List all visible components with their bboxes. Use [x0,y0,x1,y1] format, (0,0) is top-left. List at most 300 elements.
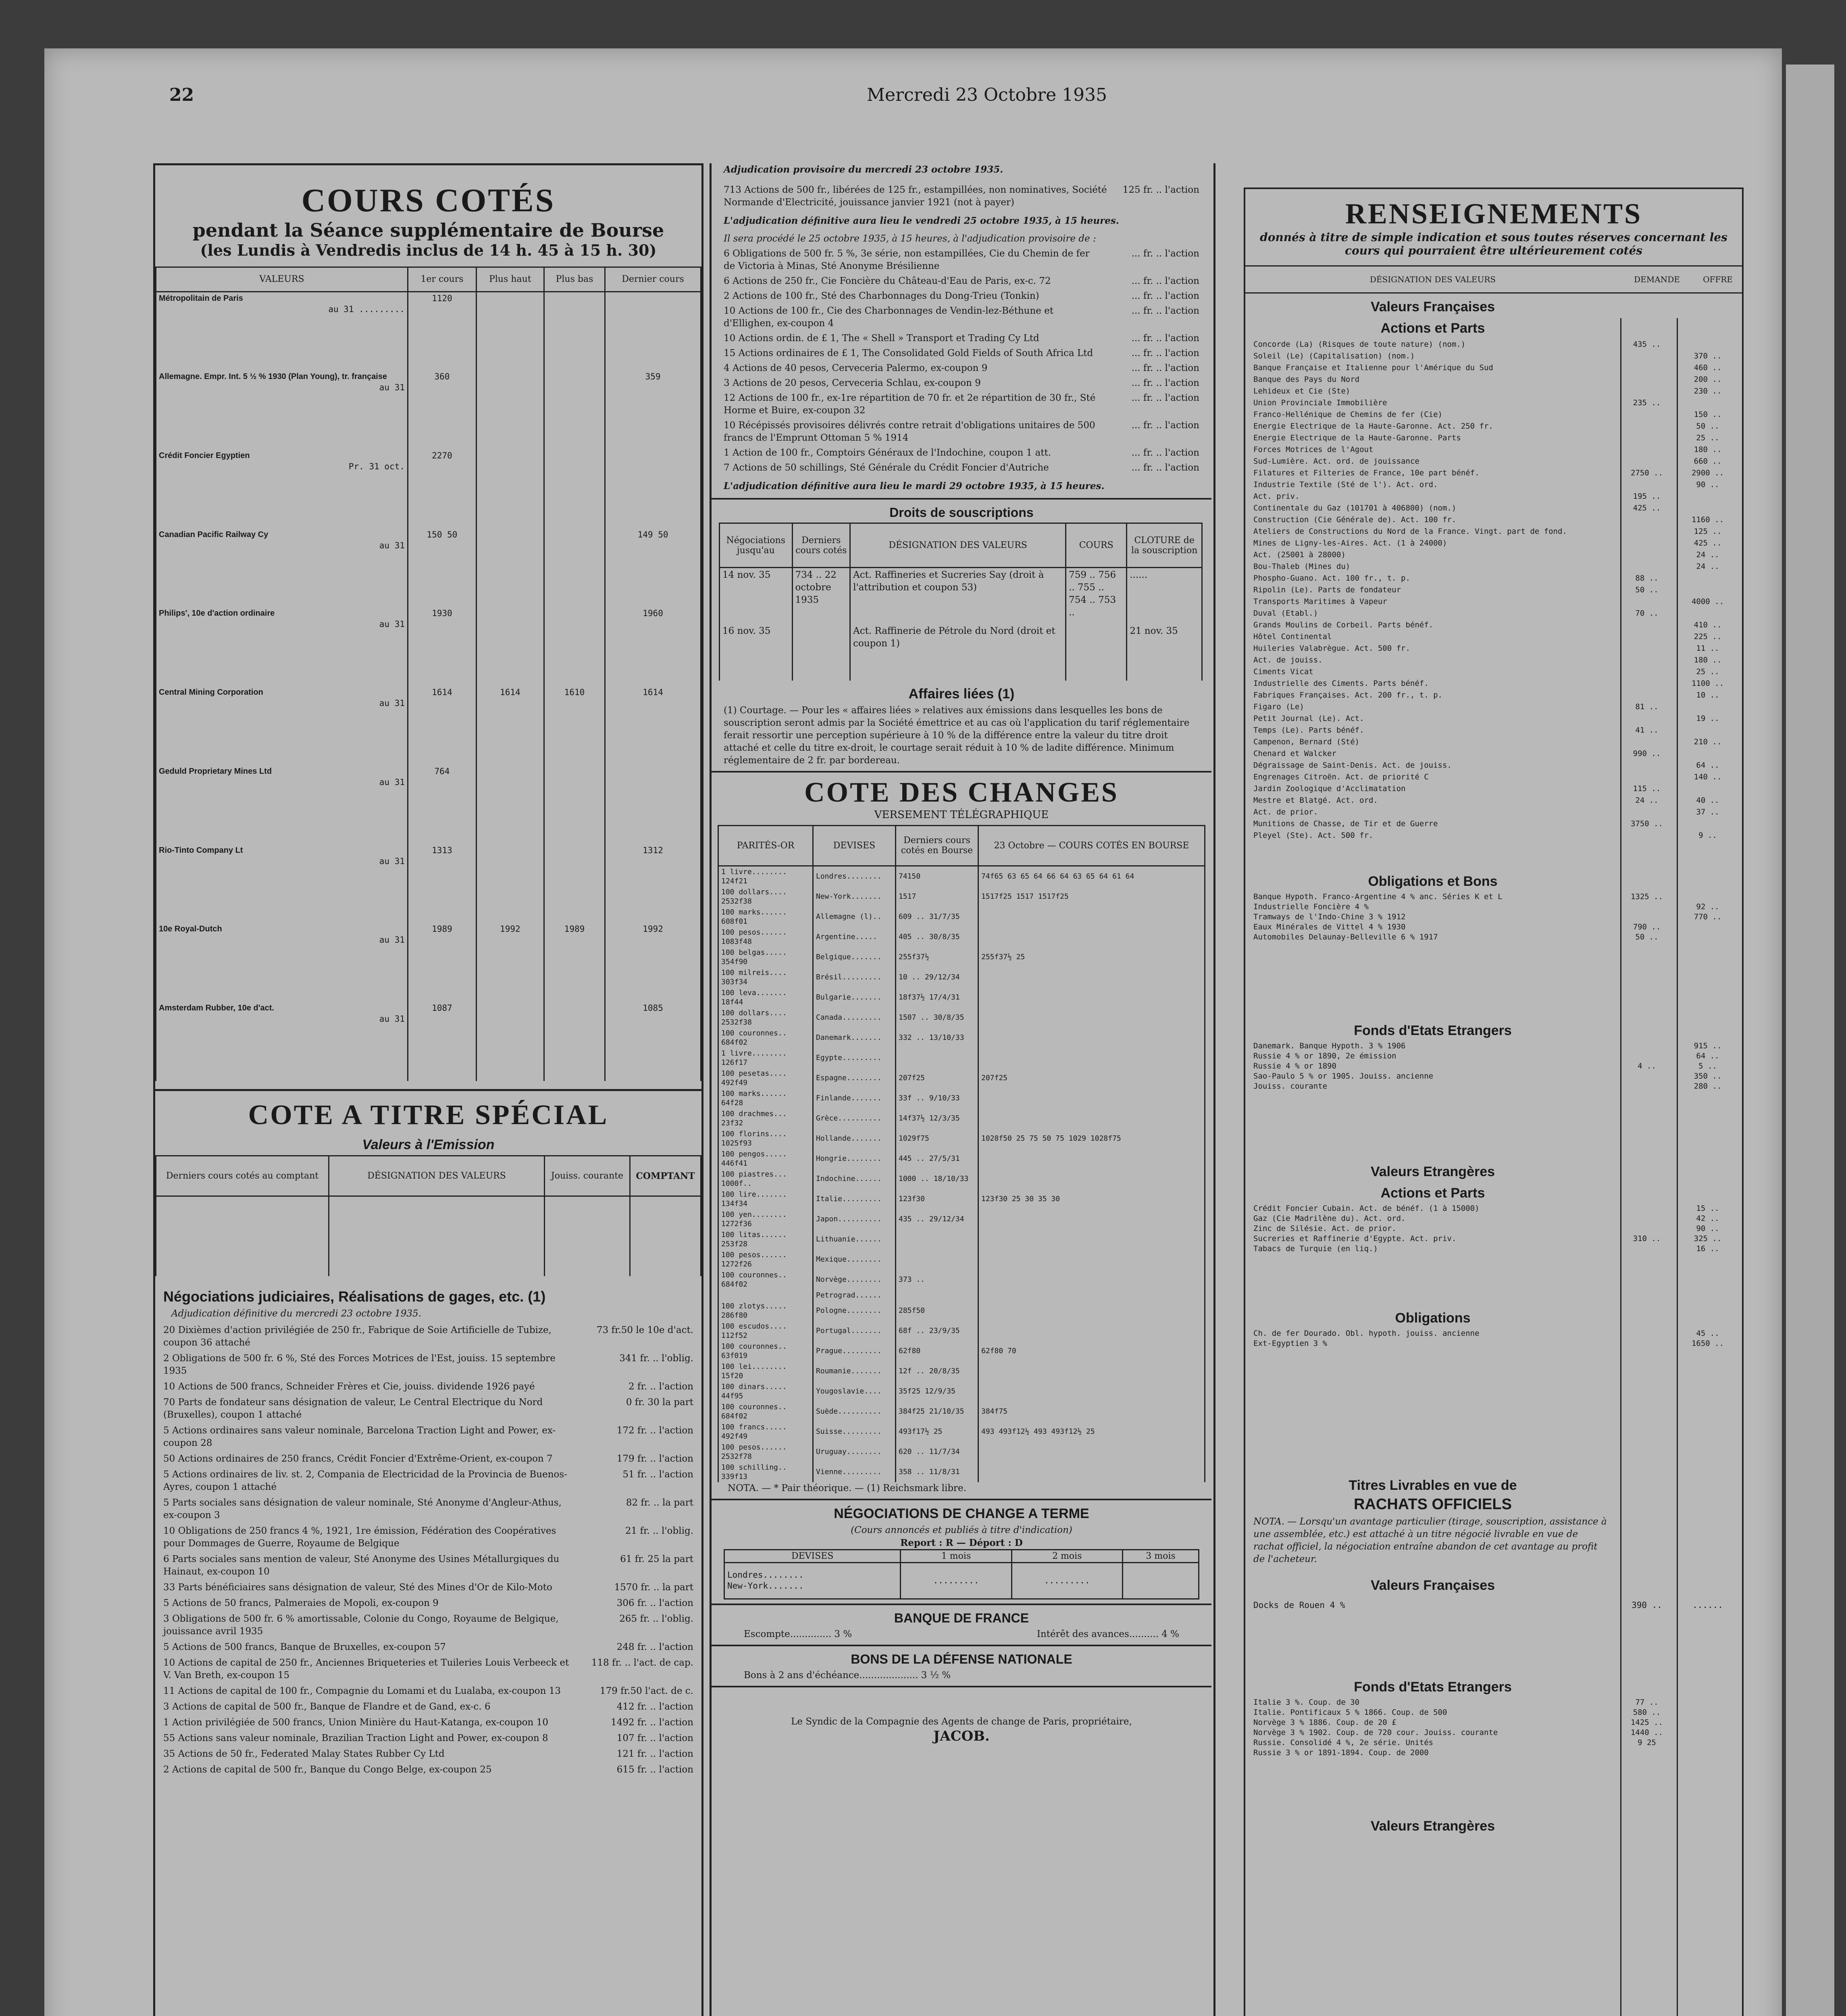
valeur-name: Métropolitain de Paris [159,294,243,303]
droits-name: Act. Raffineries et Sucreries Say (droit à l'attribution et coupon 53) [850,568,1066,624]
change-cell: 123f30 25 30 35 30 [978,1189,1205,1209]
lot-item [724,377,1199,389]
change-cell [978,1028,1205,1048]
rens-name: Tramways de l'Indo-Chine 3 % 1912 [1253,912,1406,921]
valeur-name: Central Mining Corporation [159,688,263,697]
rens-row [1245,1748,1742,1758]
cours-low [544,765,605,844]
dr-col-2: Derniers cours cotés [792,523,850,568]
rens-demande: 70 .. [1635,609,1659,618]
lot-item [724,332,1199,345]
change-cell: 35f25 12/9/35 [896,1381,978,1402]
rens-offre [1682,1708,1734,1718]
valeur-terme: au 31 [379,698,405,708]
droits-table [719,523,1203,681]
rens-offre [1682,725,1734,736]
col-first: 1er cours [408,267,477,292]
rens-name: Ch. de fer Dourado. Obl. hypoth. jouiss. ancienne [1253,1329,1480,1338]
rens-name: Hôtel Continental [1253,632,1332,641]
change-row [718,1229,1205,1250]
table-row [156,607,701,686]
change-cell: Vienne......... [813,1462,896,1482]
droits-date: 16 nov. 35 [720,624,793,681]
droits-date: 14 nov. 35 [720,568,793,624]
rens-offre: 140 .. [1694,773,1722,781]
change-row [718,1321,1205,1341]
change-cell [978,1361,1205,1381]
terme-newyork: New-York....... [727,1581,804,1591]
change-cell: 100 florins.... 1025f93 [718,1129,813,1149]
rens-row [1245,818,1742,830]
rens-row [1245,748,1742,760]
cours-last: 1085 [605,1002,701,1081]
item-text: 2 Obligations de 500 fr. 6 %, Sté des Forces Motrices de l'Est, jouiss. 15 septembre 1935 [163,1353,556,1376]
changes-table [718,825,1205,1482]
rens-name: Mines de Ligny-les-Aires. Act. (1 à 24000) [1253,539,1447,548]
list-item [163,1748,693,1760]
rens-offre [1682,1718,1734,1728]
rens-demande [1621,631,1673,643]
change-cell: 100 lire....... 134f34 [718,1189,813,1209]
change-cell: Yougoslavie.... [813,1381,896,1402]
rens-demande [1621,596,1673,608]
rens-row [1245,584,1742,596]
lot-item [724,248,1199,273]
cours-low [544,450,605,529]
change-cell [978,1108,1205,1129]
rens-row [1245,432,1742,444]
ch-col-1: PARITÉS-OR [718,825,813,866]
rens-offre: 40 .. [1696,796,1719,805]
terme-londres: Londres........ [727,1570,804,1580]
item-price: 341 fr. .. l'oblig. [619,1353,693,1364]
rens-demande: 3750 .. [1630,819,1663,828]
list-item [163,1497,693,1522]
change-cell: 100 dinars..... 44f95 [718,1381,813,1402]
change-cell: Espagne........ [813,1068,896,1088]
rens-name: Zinc de Silésie. Act. de prior. [1253,1224,1396,1233]
cours-last: 1960 [605,607,701,686]
rens-row [1245,1204,1742,1214]
rens-row [1245,643,1742,654]
change-cell [978,1290,1205,1301]
rens-demande: 1425 .. [1630,1718,1663,1727]
valeur-name: Rio-Tinto Company Lt [159,846,243,855]
item-price: 248 fr. .. l'action [616,1642,693,1652]
rens-name: Soleil (Le) (Capitalisation) (nom.) [1253,352,1415,360]
change-cell: Argentine..... [813,927,896,947]
change-cell: 100 lei........ 15f20 [718,1361,813,1381]
change-cell [978,1048,1205,1068]
rens-offre: 180 .. [1694,445,1722,454]
item-text: 5 Actions de 500 francs, Banque de Bruxelles, ex-coupon 57 [163,1642,446,1652]
rens-offre: 225 .. [1694,632,1722,641]
rens-demande [1621,432,1673,444]
rens-row [1245,760,1742,771]
page-number: 22 [169,85,194,105]
tm-col-4: 3 mois [1122,1549,1199,1562]
rens-demande [1621,713,1673,725]
cours-low [544,529,605,608]
change-row [718,1422,1205,1442]
change-cell: 100 pesos...... 2532f78 [718,1442,813,1462]
negociations-title: Négociations judiciaires, Réalisations de gages, etc. (1) [163,1288,546,1305]
rens-name: Danemark. Banque Hypoth. 3 % 1906 [1253,1041,1406,1050]
change-cell [896,1048,978,1068]
adj-prov-text: 713 Actions de 500 fr., libérées de 125 fr., estampillées, non nominatives, Société Normande d'Electricité, jouissance janvier 1921 (not à payer) [724,185,1107,208]
lot-text: 6 Obligations de 500 fr. 5 %, 3e série, non estampillées, Cie du Chemin de fer de Victoria à Minas, Sté Anonyme Brésilienne [724,248,1090,271]
rens-row [1245,701,1742,713]
item-price: 412 fr. .. l'action [616,1702,693,1712]
item-price: 2 fr. .. l'action [628,1381,693,1392]
rens-ob: Obligations et Bons [1368,874,1498,889]
rens-name: Sucreries et Raffinerie d'Egypte. Act. priv. [1253,1234,1457,1243]
change-cell: Brésil......... [813,967,896,987]
rens-row [1245,619,1742,631]
rens-demande [1621,760,1673,771]
change-row [718,1008,1205,1028]
rens-etr-list [1245,1204,1742,1254]
change-cell: 405 .. 30/8/35 [896,927,978,947]
cours-high [476,371,544,450]
rens-row [1245,806,1742,818]
rens-name: Franco-Hellénique de Chemins de fer (Cie) [1253,410,1442,419]
terme-sub2: Report : R — Déport : D [900,1537,1023,1548]
rens-row [1245,783,1742,795]
change-cell: 10 .. 29/12/34 [896,967,978,987]
cours-first: 1989 [408,923,477,1002]
rens-row [1245,514,1742,526]
cote-speciale-sub: Valeurs à l'Emission [362,1137,495,1152]
banque-escompte: Escompte.............. 3 % [744,1629,852,1639]
change-cell: 609 .. 31/7/35 [896,907,978,927]
rens-offre: 5 .. [1698,1062,1717,1070]
rens-demande [1621,736,1673,748]
rens-row [1245,1214,1742,1224]
lot-item [724,362,1199,375]
rens-name: Norvège 3 % 1886. Coup. de 20 £ [1253,1718,1396,1727]
rens-offre: 24 .. [1696,562,1719,571]
change-cell: 100 dollars.... 2532f38 [718,887,813,907]
rens-row [1245,1081,1742,1091]
rens-row [1245,1244,1742,1254]
cours-first: 1120 [408,292,477,371]
changes-sub: VERSEMENT TÉLÉGRAPHIQUE [874,808,1049,821]
cours-last: 1992 [605,923,701,1002]
item-price: 306 fr. .. l'action [616,1598,693,1608]
rens-demande [1621,654,1673,666]
lot-price: ... fr. .. l'action [1131,248,1199,259]
change-cell: 100 pesetas.... 492f49 [718,1068,813,1088]
rens-row [1245,689,1742,701]
rens-demande: 50 .. [1635,585,1659,594]
cours-high [476,765,544,844]
droits-row [720,568,1202,624]
rens-name: Banque Hypoth. Franco-Argentine 4 % anc. Séries K et L [1253,892,1503,901]
rens-rachats: RACHATS OFFICIELS [1354,1496,1512,1513]
table-row [156,529,701,608]
rens-row [1245,573,1742,584]
rens-row [1245,421,1742,432]
change-cell [978,1270,1205,1290]
rens-row [1245,1234,1742,1244]
rens-name: Energie Electrique de la Haute-Garonne. Act. 250 fr. [1253,422,1493,431]
rens-demande [1621,830,1673,841]
cours-last: 359 [605,371,701,450]
rens-name: Concorde (La) (Risques de toute nature) (nom.) [1253,340,1466,349]
rens-offre [1682,748,1734,760]
item-text: 55 Actions sans valeur nominale, Brazilian Traction Light and Power, ex-coupon 8 [163,1733,548,1743]
rens-demande: 425 .. [1633,504,1661,512]
change-cell: 62f80 [896,1341,978,1361]
droits-row [720,624,1202,681]
rens-demande [1621,1224,1673,1234]
rens-offre: 10 .. [1696,691,1719,700]
change-cell: 100 schilling.. 339f13 [718,1462,813,1482]
change-cell [978,1442,1205,1462]
rens-row [1245,1224,1742,1234]
change-row [718,1088,1205,1108]
change-row [718,927,1205,947]
item-text: 10 Actions de 500 francs, Schneider Frères et Cie, jouiss. dividende 1926 payé [163,1381,535,1392]
droits-title: Droits de souscriptions [889,505,1034,520]
rens-offre: 90 .. [1696,1224,1719,1233]
rens-demande [1621,643,1673,654]
rens-row [1245,537,1742,549]
rens-row [1245,678,1742,689]
item-text: 5 Actions de 50 francs, Palmeraies de Mopoli, ex-coupon 9 [163,1598,439,1608]
cs-col-1: Derniers cours cotés au comptant [156,1156,329,1196]
valeur-cell [156,371,408,450]
list-item [163,1396,693,1421]
cote-speciale-table [155,1155,701,1276]
docks-name: Docks de Rouen 4 % [1253,1600,1345,1610]
change-row [718,1290,1205,1301]
change-cell: Uruguay........ [813,1442,896,1462]
rens-demande [1621,385,1673,397]
rens-name: Italie 3 %. Coup. de 30 [1253,1698,1360,1707]
rens-titres: Titres Livrables en vue de [1349,1478,1517,1493]
change-cell: 207f25 [896,1068,978,1088]
change-row [718,1250,1205,1270]
rens-demande: 2750 .. [1630,469,1663,477]
list-item [163,1525,693,1550]
rens-ve2: Valeurs Etrangères [1370,1818,1495,1834]
lot-price: ... fr. .. l'action [1131,348,1199,358]
rens-demande [1621,549,1673,561]
change-row [718,967,1205,987]
change-row [718,1068,1205,1088]
rens-name: Forces Motrices de l'Agout [1253,445,1374,454]
rens-demande [1621,1051,1673,1061]
rens-name: Campenon, Bernard (Sté) [1253,737,1360,746]
change-cell: 33f .. 9/10/33 [896,1088,978,1108]
rens-offre [1682,922,1734,932]
lot-text: 7 Actions de 50 schillings, Sté Générale du Crédit Foncier d'Autriche [724,462,1049,473]
valeur-terme: au 31 [379,540,405,550]
list-item [163,1553,693,1578]
rens-row [1245,922,1742,932]
item-price: 1570 fr. .. la part [614,1582,693,1593]
adj-prov-price: 125 fr. .. l'action [1122,185,1199,195]
change-cell: 100 piastres... 1000f.. [718,1169,813,1189]
rens-offre: 460 .. [1694,363,1722,372]
rens-demande: 77 .. [1635,1698,1659,1707]
item-price: 82 fr. .. la part [626,1497,693,1508]
change-cell: 384f75 [978,1402,1205,1422]
tm-col-2: 1 mois [901,1549,1011,1562]
rens-offre [1682,608,1734,619]
item-price: 615 fr. .. l'action [616,1764,693,1775]
change-cell: 1 livre........ 124f21 [718,866,813,887]
rens-offre [1682,1728,1734,1738]
valeur-name: Canadian Pacific Railway Cy [159,530,268,539]
rens-row [1245,1708,1742,1718]
rens-offre: 150 .. [1694,410,1722,419]
rens-demande: 24 .. [1635,796,1659,805]
change-cell: 1507 .. 30/8/35 [896,1008,978,1028]
item-text: 1 Action privilégiée de 500 francs, Union Minière du Haut-Katanga, ex-coupon 10 [163,1717,548,1728]
list-item [163,1764,693,1776]
rens-name: Act. de jouiss. [1253,656,1323,664]
table-row [156,450,701,529]
valeur-name: Allemagne. Empr. Int. 5 ½ % 1930 (Plan Young), tr. française [159,372,387,381]
valeur-cell [156,292,408,371]
valeur-terme: au 31 [379,383,405,393]
rens-demande [1621,409,1673,421]
cours-last: 1614 [605,686,701,765]
change-cell: 100 couronnes.. 684f02 [718,1028,813,1048]
rens-row [1245,725,1742,736]
rens-name: Banque Française et Italienne pour l'Amérique du Sud [1253,363,1493,372]
next-page-edge [1786,65,1834,2016]
cours-high [476,450,544,529]
valeur-terme: au 31 [379,777,405,787]
rens-row [1245,339,1742,350]
rens-demande: 195 .. [1633,492,1661,501]
rens-offre [1682,573,1734,584]
change-cell: 100 leva....... 18f44 [718,987,813,1008]
rens-name: Dégraissage de Saint-Denis. Act. de jouiss. [1253,761,1452,770]
cours-first: 1614 [408,686,477,765]
list-item [163,1468,693,1493]
cours-first: 764 [408,765,477,844]
rens-obl2-list [1245,1329,1742,1349]
change-cell [978,1321,1205,1341]
cours-last: 1312 [605,844,701,923]
rens-demande: 9 25 [1638,1738,1656,1747]
rens-row [1245,1339,1742,1349]
rens-offre [1682,1738,1734,1748]
rens-demande: 1325 .. [1630,892,1663,901]
lot-text: 2 Actions de 100 fr., Sté des Charbonnages du Dong-Trieu (Tonkin) [724,291,1039,301]
change-cell: 493 493f12½ 493 493f12½ 25 [978,1422,1205,1442]
rens-demande [1621,561,1673,573]
change-cell: Prague......... [813,1341,896,1361]
rens-name: Act. de prior. [1253,808,1318,816]
terme-2m: ......... [1011,1562,1122,1599]
rens-demande: 580 .. [1633,1708,1661,1717]
rens-demande: 1440 .. [1630,1728,1663,1737]
lot-text: 10 Récépissés provisoires délivrés contre retrait d'obligations unitaires de 500 francs de l'Emprunt Ottoman 5 % 1914 [724,420,1095,443]
change-cell [978,1250,1205,1270]
rens-offre: 410 .. [1694,621,1722,629]
list-item [163,1352,693,1377]
lot-text: 6 Actions de 250 fr., Cie Foncière du Château-d'Eau de Paris, ex-c. 72 [724,276,1051,286]
rens-name: Engrenages Citroën. Act. de priorité C [1253,773,1429,781]
change-cell: Mexique........ [813,1250,896,1270]
cours-low [544,292,605,371]
rens-name: Grands Moulins de Corbeil. Parts bénéf. [1253,621,1434,629]
rens-row [1245,596,1742,608]
rens-fe2: Fonds d'Etats Etrangers [1354,1679,1512,1695]
change-cell [978,927,1205,947]
rens-offre: 425 .. [1694,539,1722,548]
change-cell [896,1229,978,1250]
rens-offre: 50 .. [1696,422,1719,431]
rens-name: Industrielle Foncière 4 % [1253,902,1369,911]
rens-row [1245,902,1742,912]
lot-price: ... fr. .. l'action [1131,276,1199,286]
cours-low: 1989 [544,923,605,1002]
rens-offre: 325 .. [1694,1234,1722,1243]
item-text: 35 Actions de 50 fr., Federated Malay States Rubber Cy Ltd [163,1749,445,1759]
valeur-cell [156,1002,408,1081]
lot-item [724,419,1199,444]
column-renseignements [1213,163,1752,2016]
rens-row [1245,1041,1742,1051]
change-cell: Lithuanie...... [813,1229,896,1250]
rens-demande [1621,1329,1673,1339]
droits-cours: 759 .. 756 .. 755 .. 754 .. 753 .. [1066,568,1127,624]
rens-name: Energie Electrique de la Haute-Garonne. Parts [1253,433,1461,442]
valeur-terme: Pr. 31 oct. [348,461,405,471]
rens-name: Act. (25001 à 28000) [1253,550,1346,559]
rens-name: Ripolin (Le). Parts de fondateur [1253,585,1401,594]
item-price: 51 fr. .. l'action [622,1469,693,1480]
lot-item [724,392,1199,417]
column-adjudications-changes [710,163,1211,2016]
rens-name: Crédit Foncier Cubain. Act. de bénéf. (1 à 15000) [1253,1204,1480,1213]
item-price: 121 fr. .. l'action [616,1749,693,1759]
change-row [718,1129,1205,1149]
lot-text: 12 Actions de 100 fr., ex-1re répartition de 70 fr. et 2e répartition de 30 fr., Sté Horme et Buire, ex-coupon 32 [724,393,1096,416]
rens-offre: 45 .. [1696,1329,1719,1338]
lot-item [724,462,1199,474]
rens-row [1245,912,1742,922]
change-cell [978,907,1205,927]
rens-offre: 1650 .. [1691,1339,1724,1348]
change-cell: 12f .. 20/8/35 [896,1361,978,1381]
valeur-name: Amsterdam Rubber, 10e d'act. [159,1004,274,1013]
rens-col-1: DÉSIGNATION DES VALEURS [1369,275,1496,284]
change-cell: 373 .. [896,1270,978,1290]
col-valeurs: VALEURS [156,267,408,292]
item-price: 0 fr. 30 la part [626,1397,693,1408]
rens-demande [1621,902,1673,912]
item-text: 2 Actions de capital de 500 fr., Banque du Congo Belge, ex-coupon 25 [163,1764,492,1775]
rens-demande [1621,1041,1673,1051]
rens-title: RENSEIGNEMENTS [1345,198,1642,230]
cours-cotes-table [155,267,701,1081]
change-cell: 620 .. 11/7/34 [896,1442,978,1462]
item-text: 11 Actions de capital de 100 fr., Compagnie du Lomami et du Lualaba, ex-coupon 13 [163,1686,561,1696]
adj-def3: L'adjudication définitive aura lieu le mardi 29 octobre 1935, à 15 heures. [724,481,1105,492]
rens-row [1245,608,1742,619]
change-row [718,1402,1205,1422]
rens-offre [1682,1697,1734,1708]
rens-demande: 990 .. [1633,749,1661,758]
